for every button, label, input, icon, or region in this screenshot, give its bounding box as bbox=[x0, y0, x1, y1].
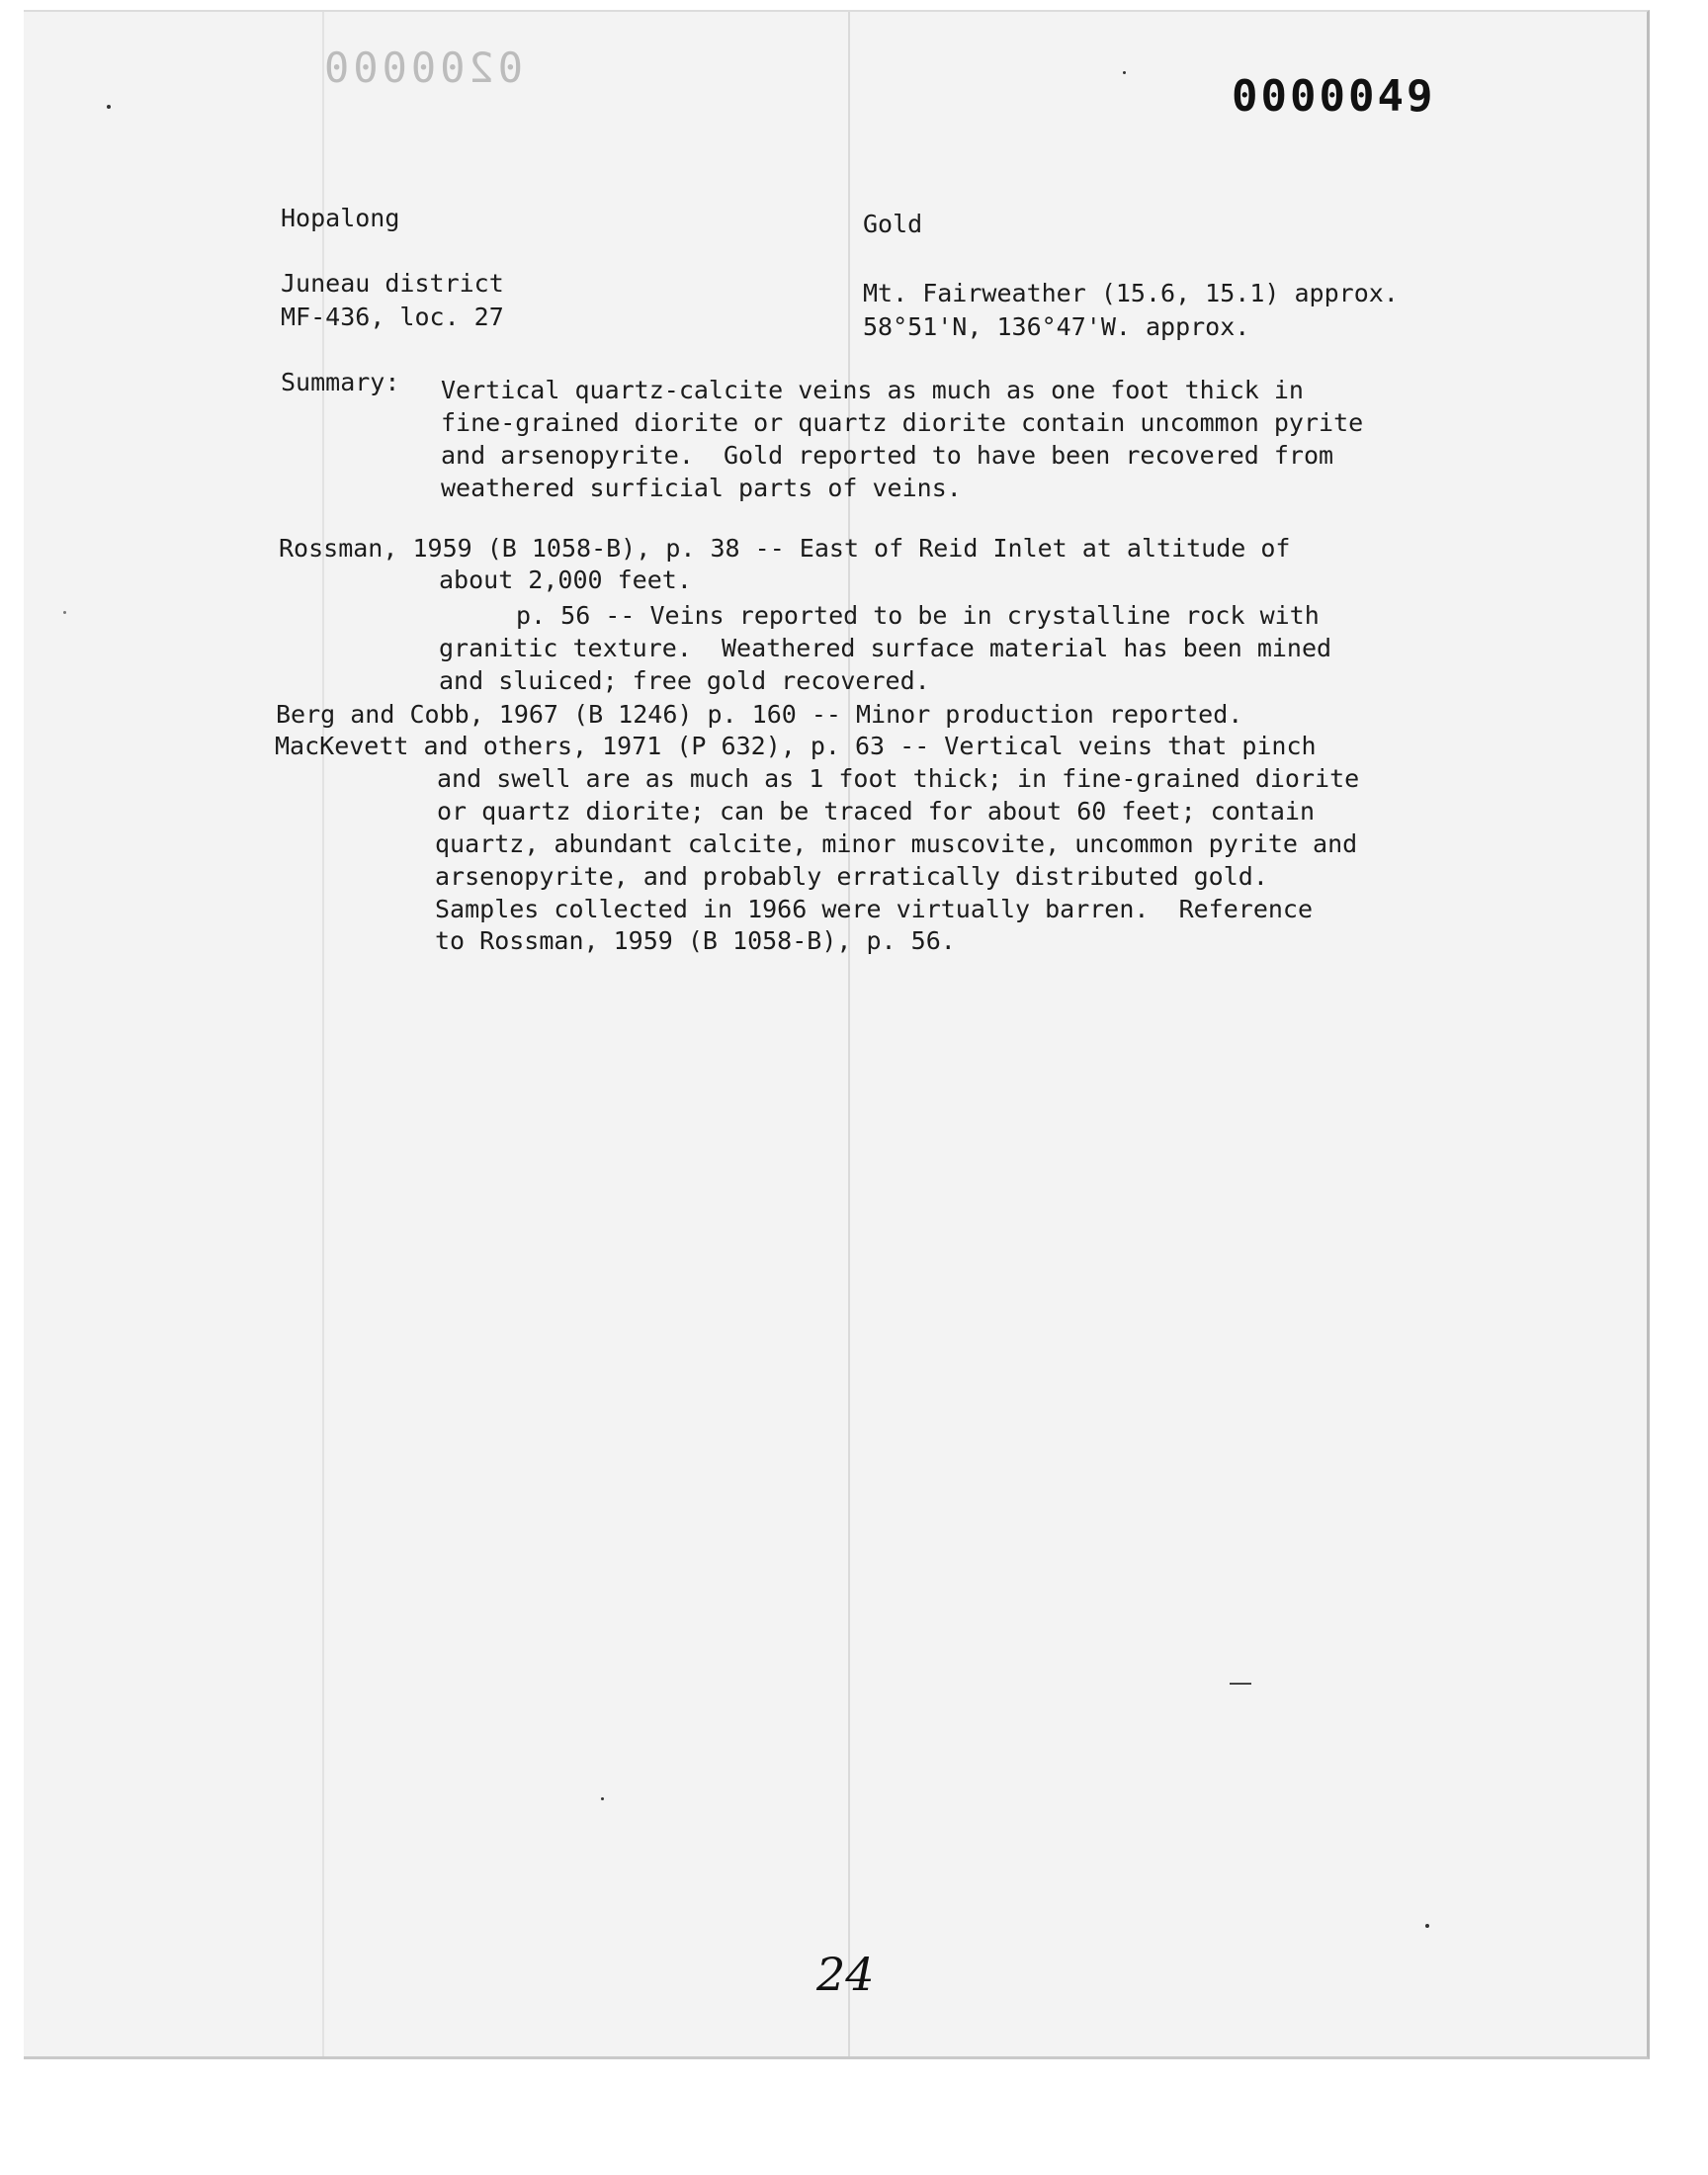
summary-line: and arsenopyrite. Gold reported to have been recovered from bbox=[441, 441, 1334, 470]
document-sheet bbox=[24, 10, 1650, 2059]
scan-speck bbox=[107, 105, 111, 109]
reference-line: p. 56 -- Veins reported to be in crystalline rock with bbox=[516, 601, 1320, 630]
handwritten-page-number: 24 bbox=[816, 1948, 875, 2001]
summary-line: Vertical quartz-calcite veins as much as one foot thick in bbox=[441, 376, 1304, 404]
reference-line: and swell are as much as 1 foot thick; in fine-grained diorite bbox=[437, 764, 1360, 793]
reference-line: Samples collected in 1966 were virtually barren. Reference bbox=[435, 895, 1314, 923]
fold-line bbox=[848, 12, 850, 2056]
reference-line: and sluiced; free gold recovered. bbox=[439, 666, 930, 695]
summary-line: weathered surficial parts of veins. bbox=[441, 474, 962, 502]
quadrangle: Mt. Fairweather (15.6, 15.1) approx. bbox=[863, 279, 1399, 307]
summary-label: Summary: bbox=[281, 368, 400, 396]
reference-line: to Rossman, 1959 (B 1058-B), p. 56. bbox=[435, 926, 956, 955]
scan-speck bbox=[1123, 71, 1126, 74]
reference-line: or quartz diorite; can be traced for about 60 feet; contain bbox=[437, 797, 1316, 826]
district: Juneau district bbox=[281, 269, 504, 298]
scan-mark bbox=[1230, 1683, 1251, 1685]
map-reference: MF-436, loc. 27 bbox=[281, 303, 504, 331]
reference-line: quartz, abundant calcite, minor muscovite, uncommon pyrite and bbox=[435, 829, 1358, 858]
document-number-stamp: 0000049 bbox=[1232, 71, 1436, 122]
reference-line: arsenopyrite, and probably erratically distributed gold. bbox=[435, 862, 1268, 891]
faded-document-number: 0200000 bbox=[320, 44, 524, 92]
property-name: Hopalong bbox=[281, 204, 400, 232]
reference-line: granitic texture. Weathered surface material has been mined bbox=[439, 634, 1332, 662]
reference-line: Berg and Cobb, 1967 (B 1246) p. 160 -- Minor production reported. bbox=[276, 700, 1243, 729]
reference-line: Rossman, 1959 (B 1058-B), p. 38 -- East of Reid Inlet at altitude of bbox=[279, 534, 1291, 563]
reference-line: about 2,000 feet. bbox=[439, 566, 692, 594]
commodity: Gold bbox=[863, 210, 923, 238]
summary-line: fine-grained diorite or quartz diorite contain uncommon pyrite bbox=[441, 408, 1364, 437]
scan-speck bbox=[63, 611, 66, 614]
scan-speck bbox=[1425, 1924, 1429, 1928]
scan-speck bbox=[601, 1797, 604, 1800]
reference-line: MacKevett and others, 1971 (P 632), p. 63 -- Vertical veins that pinch bbox=[275, 732, 1317, 760]
coordinates: 58°51'N, 136°47'W. approx. bbox=[863, 312, 1250, 341]
